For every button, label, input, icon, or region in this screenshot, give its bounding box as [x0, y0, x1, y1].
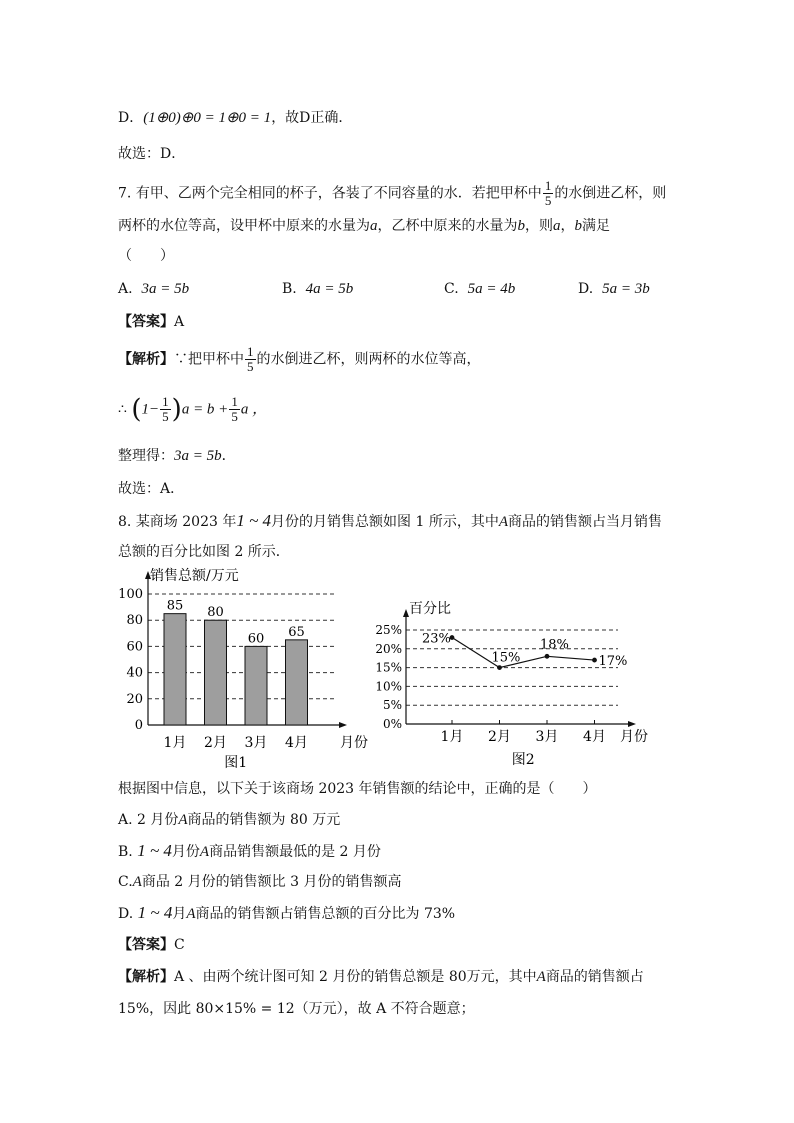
y-axis-title: 销售总额/万元 [150, 568, 239, 584]
x-axis-arrow [628, 721, 636, 727]
q7-equation: ∴ (1− $\frac{1}{5}$ )a = b + $\frac{1}{5}$ a ， [118, 394, 268, 425]
x-tick-label: 2月 [204, 735, 227, 751]
chart-caption: 图1 [224, 755, 248, 771]
q8-option-c: C.A商品 2 月份的销售额比 3 月份的销售额高 [118, 874, 402, 890]
q8-option-a: A. 2 月份A商品的销售额为 80 万元 [118, 812, 341, 828]
q7-eq-fraction-1: $\frac{1}{5}$ [162, 394, 169, 424]
y-axis-title: 百分比 [409, 601, 451, 617]
bar [286, 640, 308, 725]
x-tick-label: 1月 [440, 729, 464, 745]
bar-data-label: 60 [247, 631, 265, 647]
y-tick-label: 0% [382, 717, 402, 731]
bar-data-label: 65 [288, 624, 305, 640]
y-tick-label: 15% [375, 660, 402, 675]
q7-option-d: D. 5a = 3b [578, 281, 650, 297]
q7-stem-fraction: $\frac{1}{5}$ [544, 178, 552, 208]
q6-option-d: D．(1⊕0)⊕0 = 1⊕0 = 1，故D正确． [118, 110, 353, 126]
q7-option-a: A. 3a = 5b [118, 281, 190, 297]
bar-data-label: 85 [166, 598, 184, 614]
point-data-label: 17% [598, 654, 628, 670]
bar [245, 646, 267, 725]
q8-option-b: B. 1 ~ 4月份A商品销售额最低的是 2 月份 [118, 841, 381, 860]
data-point [592, 658, 597, 663]
x-tick-label: 1月 [163, 735, 187, 751]
series-line [452, 638, 595, 668]
q7-eq-fraction-2: $\frac{1}{5}$ [231, 394, 238, 424]
q7-analysis-fraction: $\frac{1}{5}$ [247, 344, 254, 374]
q7-answer-paren: （ ） [118, 248, 174, 264]
q8-stem-line1: 8. 某商场 2023 年1 ~ 4月份的月销售总额如图 1 所示，其中A商品的销售额占当月销售 [118, 511, 663, 530]
x-tick-label: 3月 [535, 729, 559, 745]
x-tick-label: 2月 [488, 729, 511, 745]
q7-conclusion: 故选：A． [118, 481, 185, 497]
data-point [545, 654, 550, 659]
y-tick-label: 100 [118, 587, 143, 602]
x-tick-label: 4月 [285, 735, 308, 751]
q8-analysis-line1: 【解析】A 、由两个统计图可知 2 月份的销售总额是 80万元，其中A商品的销售额占 [118, 969, 644, 985]
point-data-label: 15% [491, 650, 521, 666]
q6-conclusion: 故选：D． [118, 146, 186, 162]
x-axis-arrow [339, 722, 347, 728]
x-tick-label: 3月 [244, 735, 268, 751]
q7-simplify: 整理得：3a = 5b． [118, 448, 236, 464]
q8-analysis-line2: 15%，因此 80×15% = 12（万元），故 A 不符合题意； [118, 1001, 475, 1017]
q7-option-b: B. 4a = 5b [282, 281, 354, 297]
q8-question: 根据图中信息，以下关于该商场 2023 年销售额的结论中，正确的是（ ） [118, 781, 597, 797]
x-axis-title: 月份 [340, 735, 368, 751]
q8-option-d: D. 1 ~ 4月A商品的销售额占销售总额的百分比为 73% [118, 903, 456, 922]
q7-answer: 【答案】A [118, 314, 185, 330]
chart-caption: 图2 [511, 752, 535, 768]
x-tick-label: 4月 [583, 729, 606, 745]
point-data-label: 23% [422, 631, 451, 647]
percentage-line-chart [368, 595, 668, 775]
q8-answer: 【答案】C [118, 937, 185, 953]
q7-stem-line1: 7. 有甲、乙两个完全相同的杯子，各装了不同容量的水．若把甲杯中 $\frac{1}{5}$ 的水倒进乙杯，则 [118, 178, 667, 208]
q8-stem-line2: 总额的百分比如图 2 所示． [118, 544, 290, 560]
q6-option-d-expr: (1⊕0)⊕0 = 1⊕0 = 1 [143, 110, 272, 126]
y-tick-label: 0 [134, 718, 143, 733]
x-axis-title: 月份 [620, 729, 648, 745]
point-data-label: 18% [540, 637, 569, 653]
q7-stem-line2: 两杯的水位等高，设甲杯中原来的水量为a，乙杯中原来的水量为b，则a，b满足 [118, 218, 610, 234]
bar-data-label: 80 [207, 605, 224, 621]
sales-bar-chart [110, 565, 370, 775]
bar [205, 620, 227, 725]
y-tick-label: 20 [126, 691, 143, 707]
data-point [497, 665, 502, 670]
y-tick-label: 80 [126, 613, 143, 629]
bar [164, 614, 186, 725]
y-tick-label: 25% [375, 623, 402, 637]
y-tick-label: 40 [126, 665, 143, 681]
q7-option-c: C. 5a = 4b [444, 281, 516, 297]
y-tick-label: 10% [375, 679, 402, 694]
q7-analysis-line1: 【解析】∵把甲杯中 $\frac{1}{5}$ 的水倒进乙杯，则两杯的水位等高， [118, 344, 481, 374]
y-tick-label: 60 [126, 639, 143, 655]
y-tick-label: 20% [375, 641, 402, 656]
y-tick-label: 5% [382, 698, 402, 713]
